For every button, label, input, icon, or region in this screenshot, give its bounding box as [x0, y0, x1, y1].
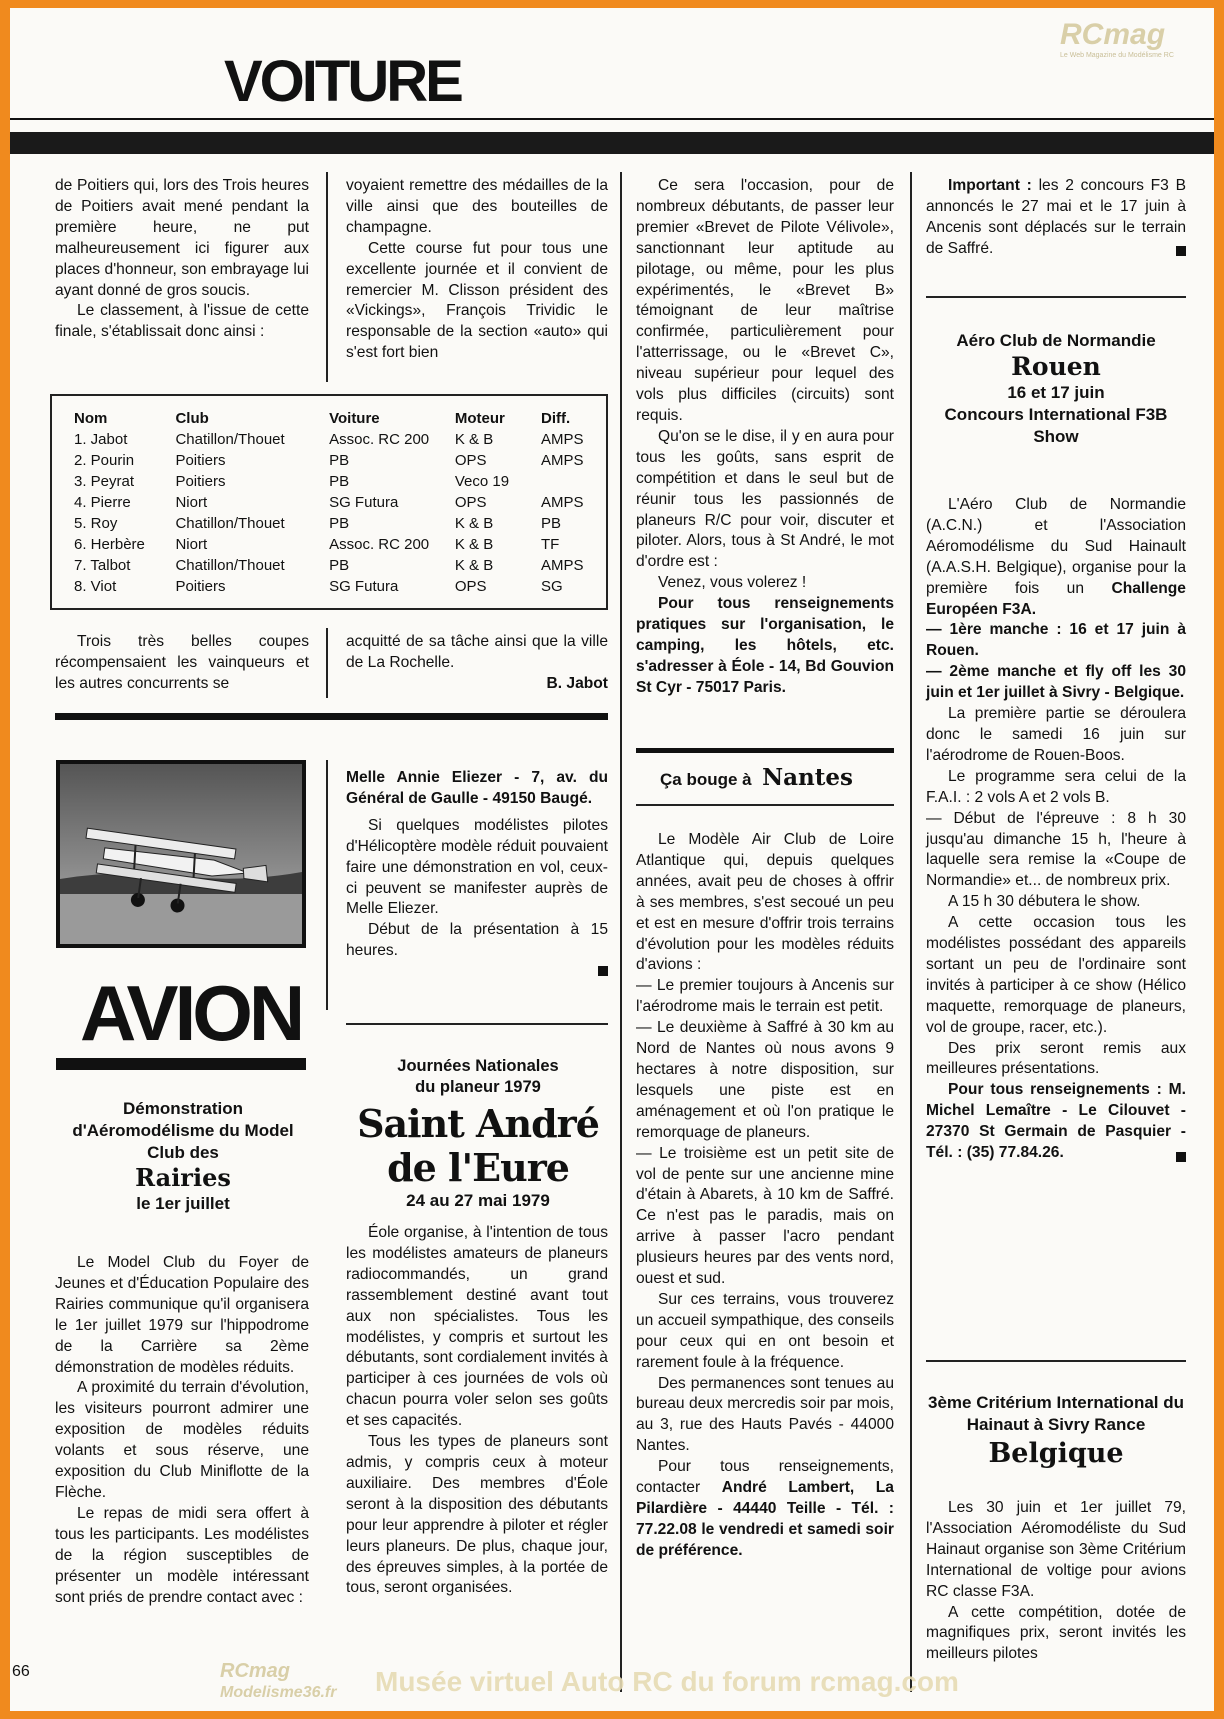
- voiture-col2: [346, 176, 608, 364]
- table-header-cell: Club: [175, 410, 209, 427]
- table-row: [74, 429, 606, 450]
- table-cell: Chatillon/Thouet: [175, 557, 285, 574]
- contact-info: André Lambert, La Pilardière - 44440 Teille - Tél. : 77.22.08 le vendredi et samedi soir de préférence.: [636, 1479, 894, 1559]
- paragraph: A proximité du terrain d'évolution, les visiteurs pourront admirer une exposition de modèles réduits volants et sous réserve, une exposition du Club Miniflotte de la Flèche.: [55, 1379, 309, 1501]
- column-divider: [620, 172, 622, 1692]
- footer-watermark: Musée virtuel Auto RC du forum rcmag.com: [375, 1666, 959, 1697]
- saint-andre-title: Saint André de l'Eure: [357, 1101, 599, 1190]
- paragraph: Les 30 juin et 1er juillet 79, l'Association Aéromodéliste du Sud Hainaut organise son 3ème Critérium International de voltige pour avions RC classe F3A.: [926, 1499, 1186, 1600]
- table-cell: SG Futura: [329, 494, 399, 511]
- table-cell: OPS: [454, 494, 487, 511]
- paragraph: — Le troisième est un petit site de vol de pente sur une ancienne mine d'étain à Abarets, à 10 km de Saffré. Ce n'est pas le paradis, mais on arrive à passer l'acro pendant plusieurs heures par des vents nord, ouest et sud.: [636, 1144, 894, 1288]
- table-cell: 2. Pourin: [74, 452, 135, 469]
- table-row: [74, 555, 606, 576]
- table-cell: AMPS: [540, 557, 584, 574]
- end-mark: [1176, 1152, 1186, 1162]
- section-rule: [636, 804, 894, 806]
- paragraph: — Le deuxième à Saffré à 30 km au Nord de Nantes où nous avons 9 hectares à notre disposition, sur lesquels une piste est en aménagement et où l'on pratique le remorquage de planeurs.: [636, 1019, 894, 1141]
- paragraph: A cette compétition, dotée de magnifiques prix, seront invités les meilleurs pilotes: [926, 1603, 1186, 1663]
- paragraph: acquitté de sa tâche ainsi que la ville de La Rochelle.: [346, 633, 608, 671]
- table-cell: PB: [540, 515, 561, 532]
- table-header-cell: Voiture: [329, 410, 380, 427]
- table-cell: Veco 19: [454, 473, 510, 490]
- logo-text: RCmag: [1060, 18, 1166, 51]
- paragraph: voyaient remettre des médailles de la ville ainsi que des bouteilles de champagne.: [346, 177, 608, 236]
- page-number: 66: [12, 1663, 30, 1680]
- important-label: Important :: [948, 177, 1032, 194]
- signature: B. Jabot: [546, 674, 608, 692]
- paragraph: Éole organise, à l'intention de tous les modélistes amateurs de planeurs radiocommandés, un grand rassemblement destiné avant tout aux non spécialistes. Tous les modélistes, y compris et surtout les débutants, sont cordialement invités à participer à ces journées de vols où chacun pourra voler selon ses goûts et ses capacités.: [346, 1224, 608, 1430]
- section-rule: [926, 296, 1186, 298]
- header-rule-thin: [10, 118, 1214, 120]
- column-divider: [910, 172, 912, 1692]
- rouen-event: Concours International F3B Show: [944, 405, 1168, 446]
- saint-andre-body: [346, 1223, 608, 1599]
- paragraph: Le repas de midi sera offert à tous les participants. Les modélistes de la région susceptibles de présenter un modèle intéressant sont priés de prendre contact avec :: [55, 1504, 309, 1606]
- paragraph: Si quelques modélistes pilotes d'Hélicoptère modèle réduit pouvaient faire une démonstration en vol, ceux-ci peuvent se manifester auprès de Melle Eliezer.: [346, 816, 608, 918]
- section-rule: [636, 748, 894, 753]
- challenge-name: Challenge Européen F3A.: [926, 579, 1186, 618]
- nantes-prefix: Ça bouge à: [660, 770, 752, 789]
- table-cell: Chatillon/Thouet: [175, 431, 285, 448]
- header-rule-thick: [10, 132, 1214, 154]
- paragraph: Ce sera l'occasion, pour de nombreux débutants, de passer leur premier «Brevet de Pilote Vélivole», sanctionnant leur aptitude au pilotage, ou même, pour les plus expérimentés, le «Brevet B» témoignant de leur maîtrise confirmée, particulièrement pour l'atterrissage, ou le «Brevet C», niveau supérieur pour lequel des vols plus difficiles (circuits) sont requis.: [636, 177, 894, 424]
- table-header-cell: Diff.: [540, 410, 571, 427]
- saint-andre-kicker: Journées Nationales du planeur 1979: [397, 1057, 559, 1096]
- rairies-body: [55, 1253, 309, 1608]
- results-table: [74, 408, 606, 597]
- footer-logo: RCmag: [220, 1660, 291, 1682]
- belgique-body: [926, 1498, 1186, 1665]
- table-cell: Poitiers: [175, 452, 226, 469]
- table-cell: Niort: [175, 494, 208, 511]
- paragraph: Le programme sera celui de la F.A.I. : 2 vols A et 2 vols B.: [926, 767, 1186, 806]
- paragraph: Le Model Club du Foyer de Jeunes et d'Éducation Populaire des Rairies communique qu'il organisera le 1er juillet 1979 sur l'hippodrome de la Carrière sa 2ème démonstration de modèles réduits.: [55, 1254, 309, 1376]
- table-cell: Poitiers: [175, 473, 226, 490]
- paragraph: Cette course fut pour tous une excellente journée et il convient de remercier M. Clisson président des «Vickings», François Trividic le responsable de la section «auto» qui s'est fort bien: [346, 239, 608, 362]
- table-header-cell: Moteur: [454, 410, 505, 427]
- magazine-page: [10, 8, 1214, 1711]
- footer-site: Modelisme36.fr: [220, 1684, 337, 1701]
- important-text: les 2 concours F3 B annoncés le 27 mai et le 17 juin à Ancenis sont déplacés sur le terrain de Saffré.: [926, 177, 1186, 257]
- table-cell: OPS: [454, 578, 487, 595]
- table-cell: K & B: [454, 536, 494, 553]
- table-cell: PB: [329, 473, 350, 490]
- belgique-kicker: 3ème Critérium International du Hainaut à Sivry Rance: [928, 1393, 1184, 1434]
- voiture-closing-col1: [55, 632, 309, 695]
- table-cell: 1. Jabot: [74, 431, 128, 448]
- table-cell: K & B: [454, 515, 494, 532]
- paragraph: Des permanences sont tenues au bureau deux mercredis soir par mois, au 3, rue des Hauts Pavés - 44000 Nantes.: [636, 1374, 894, 1455]
- paragraph: Tous les types de planeurs sont admis, y compris ceux à moteur auxiliaire. Des membres d'Éole seront à la disposition des débutants pour leur apprendre à piloter et régler leurs planeurs. De plus, chaque jour, des épreuves simples, à la portée de tous, seront organisées.: [346, 1433, 608, 1597]
- section-title-avion: AVION: [80, 969, 302, 1057]
- table-cell: TF: [540, 536, 560, 553]
- paragraph: A 15 h 30 débutera le show.: [948, 893, 1141, 911]
- column-divider: [326, 628, 328, 698]
- nantes-city: Nantes: [762, 764, 853, 791]
- paragraph: La première partie se déroulera donc le samedi 16 juin sur l'aérodrome de Rouen-Boos.: [926, 705, 1186, 764]
- table-header-cell: Nom: [74, 410, 108, 427]
- table-cell: K & B: [454, 431, 494, 448]
- paragraph: de Poitiers qui, lors des Trois heures de Poitiers avait mené pendant la première heure, ne put malheureusement ici figurer aux places d'honneur, son embrayage lui ayant donné de gros soucis.: [55, 177, 309, 299]
- table-cell: 5. Roy: [74, 515, 118, 532]
- voiture-closing-col2: [346, 632, 608, 695]
- table-row: [74, 513, 606, 534]
- table-cell: Assoc. RC 200: [329, 536, 430, 553]
- paragraph: Des prix seront remis aux meilleures présentations.: [926, 1039, 1186, 1078]
- rouen-heading: [926, 330, 1186, 448]
- manche-2: — 2ème manche et fly off les 30 juin et 1er juillet à Sivry - Belgique.: [926, 663, 1186, 702]
- eliezer-address: Melle Annie Eliezer - 7, av. du Général de Gaulle - 49150 Baugé.: [346, 769, 608, 807]
- table-cell: Chatillon/Thouet: [175, 515, 285, 532]
- table-cell: AMPS: [540, 494, 584, 511]
- table-body: [74, 429, 606, 597]
- saint-andre-heading: [340, 1056, 616, 1212]
- logo-tagline: Le Web Magazine du Modélisme RC: [1060, 52, 1174, 59]
- col3-top: [636, 176, 894, 699]
- table-cell: Poitiers: [175, 578, 226, 595]
- nantes-heading: [660, 764, 900, 791]
- end-mark: [598, 966, 608, 976]
- table-cell: 4. Pierre: [74, 494, 131, 511]
- table-row: [74, 471, 606, 492]
- paragraph: L'Aéro Club de Normandie (A.C.N.) et l'Association Aéromodélisme du Sud Hainault (A.A.S.H. Belgique), organise pour la première fois un: [926, 496, 1186, 597]
- important-note: [926, 176, 1186, 263]
- nantes-body: [636, 830, 894, 1562]
- rouen-body: [926, 495, 1186, 1169]
- table-cell: SG: [540, 578, 563, 595]
- table-cell: PB: [329, 452, 350, 469]
- table-cell: AMPS: [540, 431, 584, 448]
- rouen-city: Rouen: [1011, 352, 1101, 381]
- paragraph: A cette occasion tous les modélistes possédant des appareils sortant un peu de l'ordinaire sont invités à participer à ce show (Hélico maquette, remorquage de planeurs, vol de groupe, racer, etc.).: [926, 914, 1186, 1036]
- table-cell: 3. Peyrat: [74, 473, 135, 490]
- table-cell: PB: [329, 515, 350, 532]
- table-cell: Assoc. RC 200: [329, 431, 430, 448]
- paragraph: Le Modèle Air Club de Loire Atlantique qui, depuis quelques années, avait peu de choses à offrir à ses membres, s'est secoué un peu et est en mesure d'offrir trois terrains d'évolution pour les modèles réduits d'avions :: [636, 831, 894, 974]
- paragraph: — Début de l'épreuve : 8 h 30 jusqu'au dimanche 15 h, l'heure à laquelle sera remise la «Coupe de Normandie» et... de nombreux prix.: [926, 809, 1186, 890]
- table-row: [74, 534, 606, 555]
- voiture-col1: [55, 176, 309, 343]
- section-title-voiture: VOITURE: [224, 49, 461, 114]
- rcmag-logo: [1060, 18, 1165, 52]
- paragraph: Venez, vous volerez !: [658, 574, 807, 592]
- section-rule: [346, 1023, 608, 1025]
- paragraph: Pour tous renseignements, contacter: [636, 1458, 894, 1497]
- table-cell: SG Futura: [329, 578, 399, 595]
- belgique-heading: [926, 1392, 1186, 1472]
- table-cell: AMPS: [540, 452, 584, 469]
- section-rule: [56, 1058, 306, 1070]
- contact-info: Pour tous renseignements : M. Michel Lemaître - Le Cilouvet - 27370 St Germain de Pasquier - Tél. : (35) 77.84.26.: [926, 1081, 1186, 1162]
- rouen-dates: 16 et 17 juin: [1007, 383, 1105, 402]
- section-rule: [926, 1360, 1186, 1362]
- eliezer-block: [346, 768, 608, 983]
- table-cell: K & B: [454, 557, 494, 574]
- biplane-photo-svg: [60, 764, 302, 944]
- saint-andre-dates: 24 au 27 mai 1979: [406, 1191, 550, 1210]
- table-header-row: [74, 408, 606, 429]
- paragraph: Sur ces terrains, vous trouverez un accueil sympathique, des conseils pour ceux qui en ont besoin et rarement foule à la fréquence.: [636, 1290, 894, 1371]
- table-cell: PB: [329, 557, 350, 574]
- paragraph: Le classement, à l'issue de cette finale, s'établissait donc ainsi :: [55, 302, 309, 341]
- table-cell: 8. Viot: [74, 578, 117, 595]
- table-cell: Niort: [175, 536, 208, 553]
- contact-info: Pour tous renseignements pratiques sur l'organisation, le camping, les hôtels, etc. s'adresser à Éole - 14, Bd Gouvion St Cyr - 75017 Paris.: [636, 595, 894, 696]
- table-row: [74, 492, 606, 513]
- section-rule: [55, 713, 608, 720]
- rairies-kicker: Démonstration d'Aéromodélisme du Model Club des: [72, 1099, 294, 1162]
- end-mark: [1176, 246, 1186, 256]
- table-row: [74, 450, 606, 471]
- manche-1: — 1ère manche : 16 et 17 juin à Rouen.: [926, 621, 1186, 660]
- paragraph: Début de la présentation à 15 heures.: [346, 921, 608, 960]
- column-divider: [326, 172, 328, 382]
- table-cell: OPS: [454, 452, 487, 469]
- results-table-box: [50, 394, 608, 610]
- table-cell: 6. Herbère: [74, 536, 145, 553]
- paragraph: Trois très belles coupes récompensaient les vainqueurs et les autres concurrents se: [55, 633, 309, 692]
- paragraph: Qu'on se le dise, il y en aura pour tous les goûts, sans esprit de compétition et dans le seul but de réunir tous les passionnés de planeurs R/C pour voir, discuter et piloter. Alors, tous à St André, le mot d'ordre est :: [636, 427, 894, 571]
- table-cell: 7. Talbot: [74, 557, 131, 574]
- rairies-heading: [56, 1098, 310, 1216]
- table-row: [74, 576, 606, 597]
- biplane-photo: [56, 760, 306, 948]
- rairies-date: le 1er juillet: [136, 1194, 230, 1213]
- belgique-country: Belgique: [988, 1438, 1124, 1469]
- table-cell: [541, 471, 606, 492]
- rouen-club: Aéro Club de Normandie: [956, 331, 1156, 350]
- column-divider: [326, 760, 328, 1010]
- paragraph: — Le premier toujours à Ancenis sur l'aérodrome mais le terrain est petit.: [636, 977, 894, 1016]
- rairies-name: Rairies: [135, 1163, 231, 1192]
